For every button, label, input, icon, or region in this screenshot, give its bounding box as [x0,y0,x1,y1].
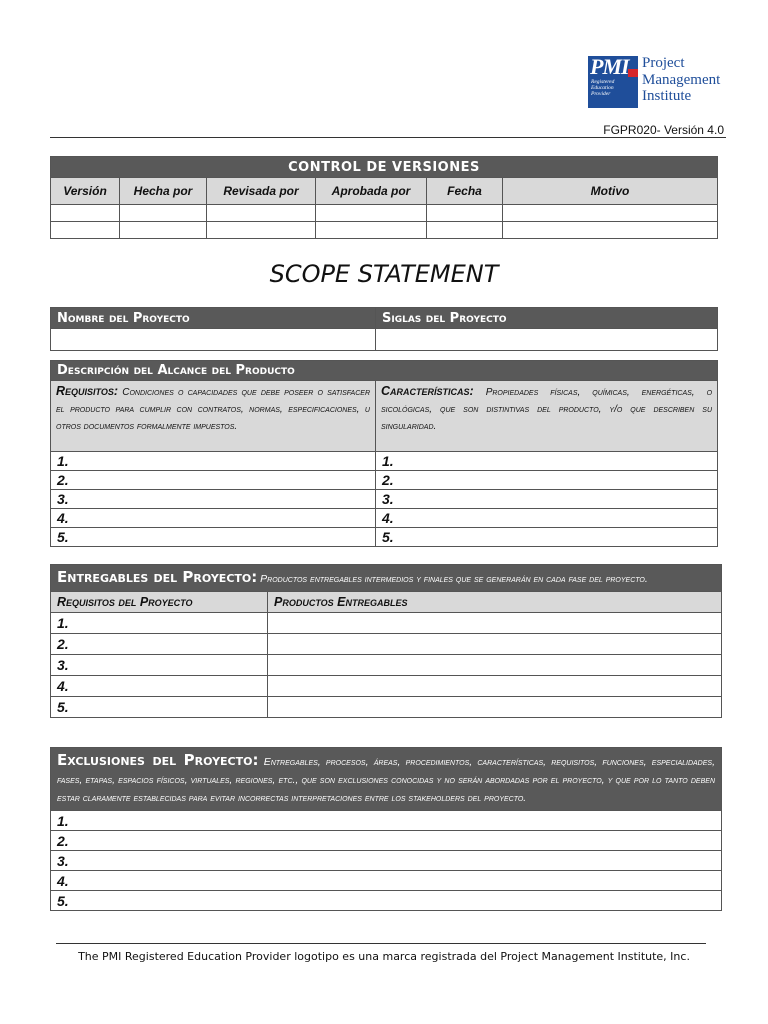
table-row [51,471,718,490]
cell-input[interactable] [207,205,316,222]
col-deliverable-products: Productos Entregables [268,592,722,613]
features-label: Características: [381,384,474,398]
pmi-logo-name-line: Project [642,55,685,71]
versions-title: CONTROL DE VERSIONES [51,157,718,178]
col-made-by: Hecha por [120,178,207,205]
table-row [51,634,722,655]
deliverables-table [50,564,722,718]
pmi-logo-sub-line: Registered [591,79,615,85]
feature-item[interactable]: 4. [376,509,718,528]
features-description [376,381,718,452]
cell-input[interactable] [268,613,722,634]
table-row [51,490,718,509]
table-row [51,222,718,239]
col-reason: Motivo [503,178,718,205]
cell-input[interactable] [207,222,316,239]
document-version: FGPR020- Versión 4.0 [603,123,724,137]
pmi-logo-sub-line: Education [591,85,614,92]
project-name-table [50,307,718,351]
cell-input[interactable] [268,634,722,655]
feature-item[interactable]: 1. [376,452,718,471]
cell-input[interactable] [268,655,722,676]
cell-input[interactable] [51,222,120,239]
project-acronym-field[interactable] [376,329,718,351]
deliverables-header [51,565,722,592]
feature-item[interactable]: 5. [376,528,718,547]
exclusion-item[interactable]: 2. [51,831,722,851]
page-title: SCOPE STATEMENT [269,260,499,288]
requirement-item[interactable]: 5. [51,528,376,547]
pmi-logo-subtitle [591,79,635,98]
project-name-field[interactable] [51,329,376,351]
cell-input[interactable] [120,205,207,222]
col-reviewed-by: Revisada por [207,178,316,205]
deliverable-item[interactable]: 2. [51,634,268,655]
deliverable-item[interactable]: 3. [51,655,268,676]
table-row [51,655,722,676]
col-version: Versión [51,178,120,205]
pmi-logo-name [642,55,720,105]
deliverables-text: Productos entregables intermedios y finales que se generarán en cada fase del proyecto. [260,573,648,585]
deliverable-item[interactable]: 1. [51,613,268,634]
table-row [51,452,718,471]
feature-item[interactable]: 2. [376,471,718,490]
pmi-logo-letters: PMI [590,54,629,79]
requirements-label: Requisitos: [56,384,119,398]
requirements-description [51,381,376,452]
exclusions-title: Exclusiones del Proyecto: [57,751,259,769]
col-date: Fecha [427,178,503,205]
table-row [51,891,722,911]
deliverable-item[interactable]: 4. [51,676,268,697]
cell-input[interactable] [503,222,718,239]
header-divider [50,137,726,138]
exclusion-item[interactable]: 5. [51,891,722,911]
deliverable-item[interactable]: 5. [51,697,268,718]
cell-input[interactable] [427,205,503,222]
exclusions-text: Entregables, procesos, áreas, procedimientos, características, requisitos, funciones, especialidades, fases, etapas, espacios físicos, virtuales, regiones, etc., que son exclusiones conocidas y no serán abordadas por el proyecto, y que por lo tanto deben estar claramente establecidas para evitar incorrectas interpretaciones entre los stakeholders del proyecto. [57,756,715,804]
pmi-logo-name-line: Management [642,71,721,88]
exclusions-table [50,747,722,911]
project-name-label: Nombre del Proyecto [51,308,376,329]
deliverables-title: Entregables del Proyecto: [57,568,258,586]
pmi-logo-accent [628,69,638,77]
scope-description-title: Descripción del Alcance del Producto [51,361,718,381]
table-row [51,851,722,871]
cell-input[interactable] [316,222,427,239]
features-text: Propiedades físicas, químicas, energéticas, o sicológicas, que son distintivas del producto, y/o que describen su singularidad. [381,387,713,432]
table-row [51,613,722,634]
table-row [51,697,722,718]
table-row [51,831,722,851]
footer-divider [56,943,706,944]
project-acronym-label: Siglas del Proyecto [376,308,718,329]
col-approved-by: Aprobada por [316,178,427,205]
table-row [51,676,722,697]
requirement-item[interactable]: 4. [51,509,376,528]
exclusion-item[interactable]: 4. [51,871,722,891]
cell-input[interactable] [316,205,427,222]
exclusions-header [51,748,722,811]
table-row [51,509,718,528]
footer-text: The PMI Registered Education Provider logotipo es una marca registrada del Project Management Institute, Inc. [78,950,690,963]
pmi-logo-name-line: Institute [642,88,692,104]
cell-input[interactable] [268,676,722,697]
requirement-item[interactable]: 3. [51,490,376,509]
feature-item[interactable]: 3. [376,490,718,509]
exclusion-item[interactable]: 1. [51,811,722,831]
cell-input[interactable] [51,205,120,222]
table-row [51,811,722,831]
requirement-item[interactable]: 1. [51,452,376,471]
versions-header-row [51,178,718,205]
pmi-logo [588,56,720,110]
scope-description-table [50,360,718,547]
requirements-text: Condiciones o capacidades que debe poseer o satisfacer el producto para cumplir con contratos, normas, especificaciones, u otros documentos formalmente impuestos. [56,387,370,432]
pmi-logo-sub-line: Provider [591,91,611,98]
col-project-requirements: Requisitos del Proyecto [51,592,268,613]
cell-input[interactable] [427,222,503,239]
cell-input[interactable] [268,697,722,718]
table-row [51,528,718,547]
table-row [51,205,718,222]
versions-table [50,156,718,239]
requirement-item[interactable]: 2. [51,471,376,490]
cell-input[interactable] [503,205,718,222]
exclusion-item[interactable]: 3. [51,851,722,871]
cell-input[interactable] [120,222,207,239]
table-row [51,871,722,891]
